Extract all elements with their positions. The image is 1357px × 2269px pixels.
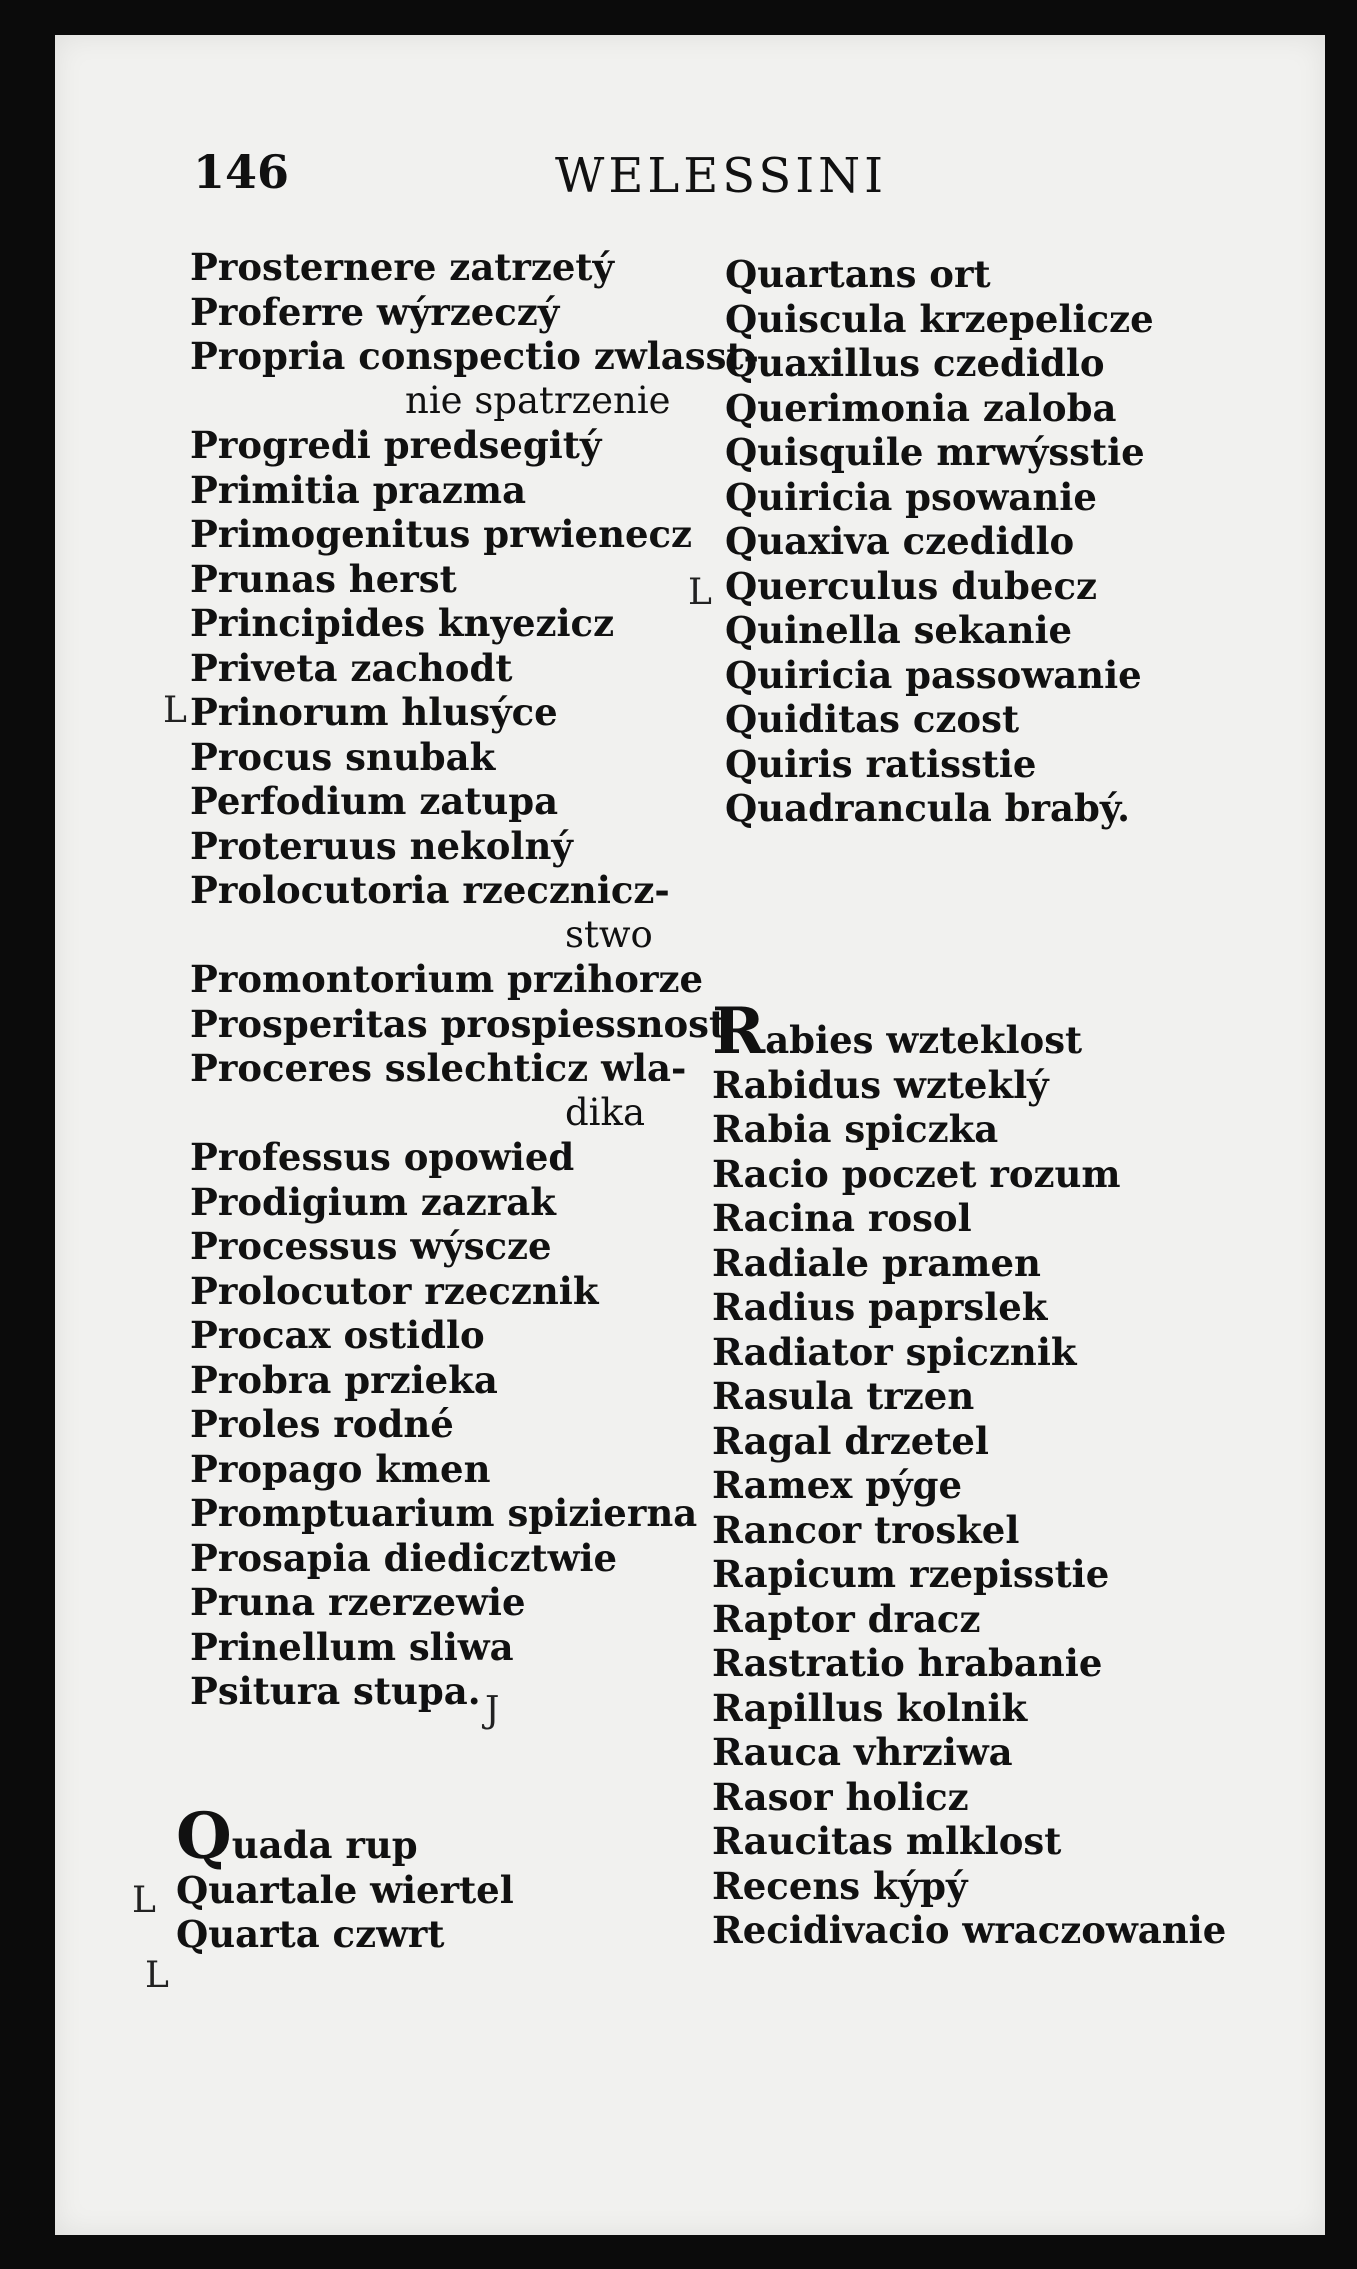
entry: Prinellum sliwa <box>190 1624 514 1669</box>
entry: Quisquile mrwýsstie <box>725 430 1145 474</box>
entry: Prolocutoria rzecznicz- <box>190 868 670 912</box>
entry-continuation: dika <box>565 1090 645 1134</box>
entry: Rapicum rzepisstie <box>712 1552 1110 1596</box>
entry: Rastratio hrabanie <box>712 1641 1103 1685</box>
entry: Proteruus nekolný <box>190 823 573 868</box>
entry: Quiscula krzepelicze <box>725 296 1154 341</box>
entry: Quadrancula brabý. <box>725 786 1131 830</box>
entry <box>176 1799 514 1874</box>
entry: Radius paprslek <box>712 1285 1048 1329</box>
entry: Racina rosol <box>712 1196 972 1240</box>
entry: Priveta zachodt <box>190 645 513 690</box>
left-column <box>190 245 759 1714</box>
entry: Procax ostidlo <box>190 1313 485 1357</box>
entry: Prosapia diedicztwie <box>190 1535 618 1580</box>
entry: Pruna rzerzewie <box>190 1580 526 1624</box>
entry-continuation: stwo <box>565 912 653 956</box>
entry: Prinorum hlusýce <box>190 690 558 734</box>
entry: Propria conspectio zwlasst- <box>190 334 759 378</box>
entry: Quiricia psowanie <box>725 474 1097 519</box>
entry: Perfodium zatupa <box>190 779 559 823</box>
page-title: WELESSINI <box>555 148 888 204</box>
entry: Proceres sslechticz wla- <box>190 1046 687 1090</box>
margin-mark: L <box>145 1955 169 1996</box>
entry: Querimonia zaloba <box>725 385 1117 430</box>
entry: Proles rodné <box>190 1402 454 1446</box>
drop-letter-q: Q <box>176 1799 232 1874</box>
entry: Quartale wiertel <box>176 1867 514 1912</box>
entry: Quartans ort <box>725 252 991 296</box>
entry: Querculus dubecz <box>725 563 1097 608</box>
entry: Raptor dracz <box>712 1596 981 1641</box>
entry: Professus opowied <box>190 1135 575 1179</box>
entry: Quiditas czost <box>725 697 1020 741</box>
margin-mark: J <box>485 1690 500 1731</box>
entry: Quinella sekanie <box>725 608 1073 652</box>
entry: Ramex pýge <box>712 1463 962 1507</box>
entry: Propago kmen <box>190 1446 491 1491</box>
entry: Primogenitus prwienecz <box>190 512 693 556</box>
entry: Prunas herst <box>190 556 457 601</box>
entry: Rasor holicz <box>712 1774 969 1819</box>
margin-mark: L <box>132 1880 156 1921</box>
entry: Recidivacio wraczowanie <box>712 1908 1227 1952</box>
entry: Recens kýpý <box>712 1863 968 1908</box>
right-column-q <box>725 252 1154 831</box>
entry: Rancor troskel <box>712 1507 1020 1552</box>
entry: Principides knyezicz <box>190 601 615 645</box>
entry: Probra przieka <box>190 1357 498 1402</box>
entry: Ragal drzetel <box>712 1418 989 1463</box>
q-section <box>176 1799 514 1957</box>
entry-text: abies wzteklost <box>765 1018 1083 1062</box>
entry: Radiale pramen <box>712 1240 1041 1285</box>
entry: Rasula trzen <box>712 1374 975 1418</box>
margin-mark: L <box>688 572 712 613</box>
entry: Racio poczet rozum <box>712 1151 1121 1196</box>
entry: Rabia spiczka <box>712 1107 999 1151</box>
entry: Progredi predsegitý <box>190 423 602 467</box>
entry <box>712 994 1226 1069</box>
entry: Quiris ratisstie <box>725 741 1037 786</box>
entry: Proferre wýrzeczý <box>190 289 560 334</box>
page-number: 146 <box>193 145 290 199</box>
entry: Quiricia passowanie <box>725 652 1142 697</box>
entry: Raucitas mlklost <box>712 1819 1062 1863</box>
entry: Prolocutor rzecznik <box>190 1268 599 1313</box>
entry: Prodigium zazrak <box>190 1179 556 1224</box>
entry: Quarta czwrt <box>176 1912 445 1956</box>
entry: Processus wýscze <box>190 1224 552 1268</box>
entry: Promontorium przihorze <box>190 957 704 1001</box>
entry-text: uada rup <box>231 1823 418 1867</box>
entry: Rapillus kolnik <box>712 1685 1028 1730</box>
entry: Radiator spicznik <box>712 1329 1077 1374</box>
margin-mark: L <box>163 690 187 731</box>
entry: Promptuarium spizierna <box>190 1491 698 1535</box>
entry: Prosternere zatrzetý <box>190 245 615 289</box>
entry: Rauca vhrziwa <box>712 1730 1013 1774</box>
entry: Quaxillus czedidlo <box>725 341 1105 385</box>
entry: Psitura stupa. <box>190 1669 481 1713</box>
entry-continuation: nie spatrzenie <box>405 378 671 422</box>
entry: Prosperitas prospiessnost <box>190 1001 727 1046</box>
entry: Primitia prazma <box>190 467 527 512</box>
drop-letter-r: R <box>712 994 766 1069</box>
entry: Rabidus wzteklý <box>712 1062 1049 1107</box>
entry: Procus snubak <box>190 734 496 779</box>
entry: Quaxiva czedidlo <box>725 519 1075 563</box>
r-section <box>712 994 1227 1953</box>
